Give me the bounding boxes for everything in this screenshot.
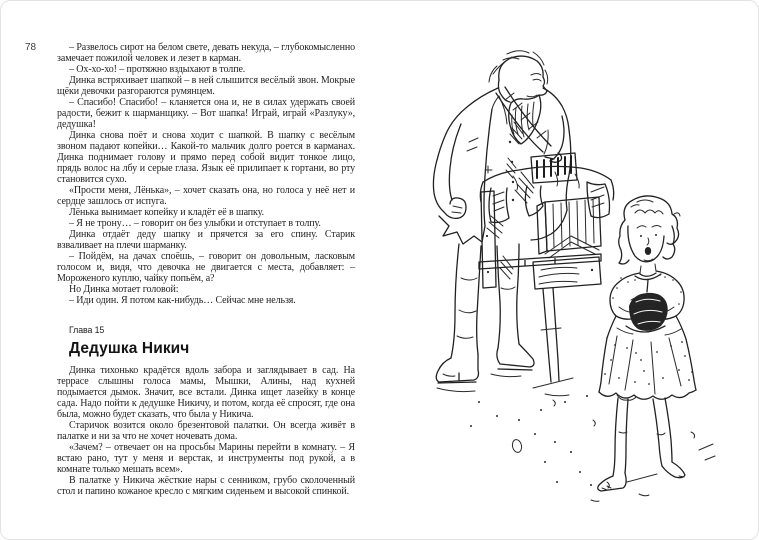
old-man-figure xyxy=(433,51,570,383)
paragraph: – Я не трону… – говорит он без улыбки и отступает в толпу. xyxy=(69,218,321,229)
paragraph: «Прости меня, Лёнька», – хочет сказать она, но голоса у неё нет и сердце зашлось от испуга. xyxy=(57,185,355,207)
text-column xyxy=(57,42,355,497)
paragraph: Динка встряхивает шапкой – в ней слышится весёлый звон. Мокрые щёки девочки разгораются румянцем. xyxy=(57,75,355,97)
paragraph: Но Динка мотает головой: xyxy=(69,284,179,295)
ground-marks xyxy=(437,374,715,501)
paragraph: Динка тихонько крадётся вдоль забора и заглядывает в сад. На террасе слышны голоса мамы, Мышки, Алины, над кухней подымается дымок. Значит, все встали. Динка ищет лазейку в конце сада. Надо пойти к дедушке Никичу, и потом, когда её спросят, где она была, можно будет сказать, что была у Никича. xyxy=(57,365,355,420)
chapter-title: Дедушка Никич xyxy=(69,340,190,357)
paragraph: – Пойдём, на дачах споёшь, – говорит он довольным, ласковым голосом и, видя, что девочка не двигается с места, добавляет: – Мороженого куплю, чайку попьём, а? xyxy=(57,251,355,284)
illustration-svg xyxy=(395,30,745,530)
paragraph: В палатке у Никича жёсткие нары с сенником, грубо сколоченный стол и папино кожаное кресло с мягким сиденьем и высокой спинкой. xyxy=(57,475,355,497)
paragraph: Динка снова поёт и снова ходит с шапкой. В шапку с весёлым звоном падают копейки… Какой-то мальчик долго роется в карманах. Динка поднимает голову и прямо перед собой видит тонкое лицо, прядь волос на лбу и серые глаза. Язык её прилипает к гортани, во рту становится сухо. xyxy=(57,130,355,185)
barrel-organ xyxy=(479,153,614,396)
paragraph: Старичок возится около брезентовой палатки. Он всегда живёт в палатке и ни за что не хочет ночевать дома. xyxy=(57,420,355,442)
paragraph: Лёнька вынимает копейку и кладёт её в шапку. xyxy=(69,207,264,218)
paragraph: – Ох-хо-хо! – протяжно вздыхают в толпе. xyxy=(69,64,246,75)
paragraph: – Развелось сирот на белом свете, девать некуда, – глубокомысленно замечает пожилой человек и лезет в карман. xyxy=(57,42,355,64)
organ-grinder-illustration xyxy=(395,30,745,530)
girl-figure xyxy=(598,196,696,491)
page-number: 78 xyxy=(25,42,37,53)
paragraph: «Зачем? – отвечает он на просьбы Марины перейти в комнату. – Я встаю рано, тут у меня и верстак, и инструменты под рукой, а в комнате только мешать всем». xyxy=(57,442,355,475)
paragraph: Динка отдаёт деду шапку и прячется за его спину. Старик взваливает на плечи шарманку. xyxy=(57,229,355,251)
paragraph: – Иди один. Я потом как-нибудь… Сейчас мне нельзя. xyxy=(69,295,296,306)
paragraph: – Спасибо! Спасибо! – кланяется она и, не в силах удержать своей радости, бежит к шарманщику. – Вот шапка! Играй, играй «Разлуку», дедушка! xyxy=(57,97,355,130)
chapter-label: Глава 15 xyxy=(69,325,105,335)
